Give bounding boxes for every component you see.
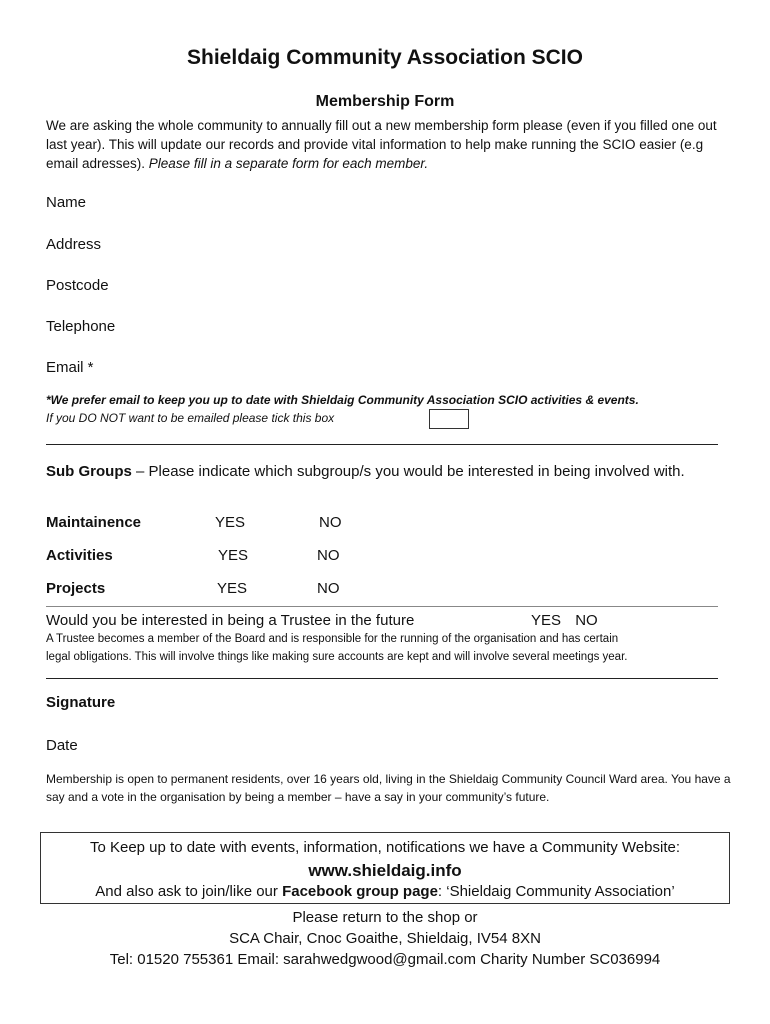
trustee-options	[531, 612, 598, 629]
website-info-text: To Keep up to date with events, information, notifications we have a Community Website:	[89, 839, 681, 856]
trustee-no[interactable]: NO	[575, 612, 598, 629]
postcode-field-label: Postcode	[46, 277, 109, 294]
divider	[46, 606, 718, 607]
signature-label: Signature	[46, 694, 116, 711]
facebook-info	[41, 883, 729, 900]
subgroup-label-activities: Activities	[46, 547, 113, 564]
subgroup-no-activities[interactable]: NO	[317, 547, 340, 564]
return-address: SCA Chair, Cnoc Goaithe, Shieldaig, IV54 8XN	[229, 930, 541, 947]
email-optout-label: If you DO NOT want to be emailed please tick this box	[46, 411, 335, 425]
facebook-group-name: : ‘Shieldaig Community Association’	[437, 883, 675, 900]
trustee-description-line2: legal obligations. This will involve things like making sure accounts are kept and will involve several meetings year.	[46, 651, 628, 663]
subgroups-intro	[46, 461, 726, 482]
intro-italic: Please fill in a separate form for each member.	[148, 156, 429, 171]
facebook-text-pre: And also ask to join/like our	[95, 883, 283, 900]
contact-details: Tel: 01520 755361 Email: sarahwedgwood@gmail.com Charity Number SC036994	[109, 951, 661, 968]
subgroup-yes-projects[interactable]: YES	[217, 580, 248, 597]
trustee-yes[interactable]: YES	[531, 612, 562, 629]
subgroup-label-maintainence: Maintainence	[46, 514, 142, 531]
subgroups-heading: Sub Groups	[46, 463, 132, 480]
address-field-label: Address	[46, 236, 102, 253]
subgroup-label-projects: Projects	[46, 580, 106, 597]
email-preference-note: *We prefer email to keep you up to date with Shieldaig Community Association SCIO activities & events.	[46, 393, 639, 407]
email-optout-checkbox[interactable]	[429, 409, 469, 429]
divider	[46, 678, 718, 679]
trustee-description-line1: A Trustee becomes a member of the Board and is responsible for the running of the organisation and has certain	[46, 633, 619, 645]
website-url-link[interactable]: www.shieldaig.info	[308, 861, 462, 880]
trustee-question: Would you be interested in being a Trustee in the future	[46, 612, 415, 629]
website-info-box	[40, 832, 730, 904]
intro-paragraph	[46, 116, 736, 173]
subgroup-yes-activities[interactable]: YES	[218, 547, 249, 564]
return-instructions: Please return to the shop or	[292, 909, 478, 926]
email-field-label: Email *	[46, 359, 94, 376]
name-field-label: Name	[46, 194, 87, 211]
subgroup-no-maintainence[interactable]: NO	[319, 514, 342, 531]
date-label: Date	[46, 737, 78, 754]
form-subtitle: Membership Form	[315, 93, 455, 110]
intro-text: We are asking the whole community to annually fill out a new membership form please (even if you filled one out last year). This will update our records and provide vital information to help make running the SCIO easier (e.g email adresses).	[46, 118, 717, 171]
subgroup-no-projects[interactable]: NO	[317, 580, 340, 597]
form-title: Shieldaig Community Association SCIO	[187, 46, 583, 69]
telephone-field-label: Telephone	[46, 318, 116, 335]
facebook-group-label: Facebook group page	[282, 883, 438, 900]
membership-eligibility-note: Membership is open to permanent residents, over 16 years old, living in the Shieldaig Community Council Ward area. You have a say and a vote in the organisation by being a member – have a say in your community’s future.	[46, 772, 731, 804]
divider	[46, 444, 718, 445]
subgroup-yes-maintainence[interactable]: YES	[215, 514, 246, 531]
subgroups-text: – Please indicate which subgroup/s you would be interested in being involved with.	[131, 463, 685, 480]
